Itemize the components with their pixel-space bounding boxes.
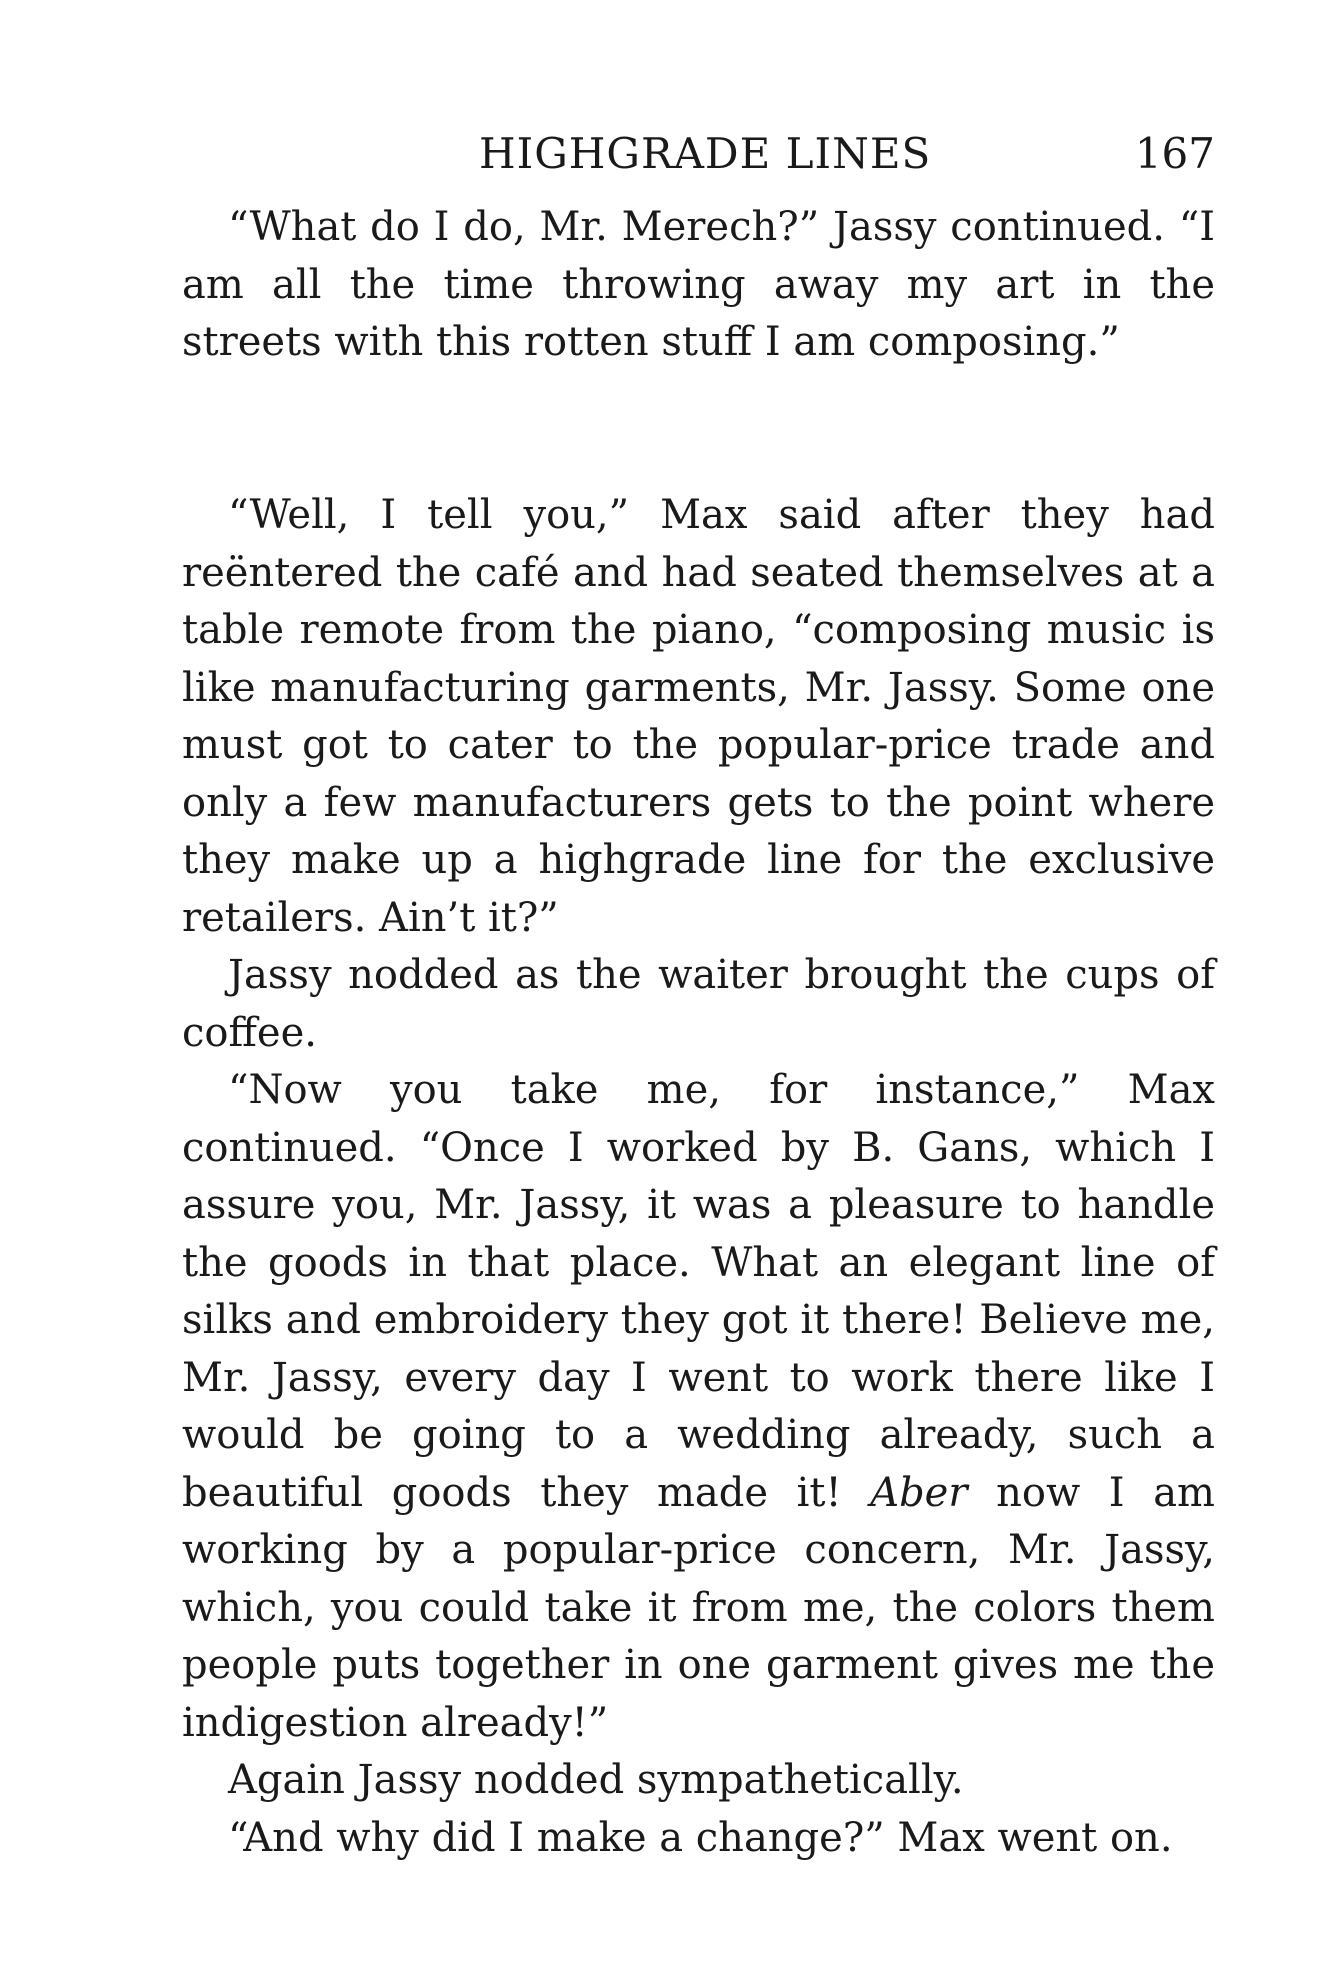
paragraph-jassy-nodded-coffee: Jassy nodded as the waiter brought the cups of coffee. — [182, 952, 1215, 1056]
paragraph-max-tell-you: “Well, I tell you,” Max said after they had reëntered the café and had seated themselves at a table remote from the piano, “composing music is like manufacturing garments, Mr. Jassy. Some one must got to cater to the popular-price trade and only a few manufacturers gets to the point where they make up a highgrade line for the exclusive retailers. Ain’t it?” — [182, 492, 1215, 941]
paragraph-max-gans-part-1: “Now you take me, for instance,” Max continued. “Once I worked by B. Gans, which I assure you, Mr. Jassy, it was a pleasure to handle the goods in that place. What an elegant line of silks and embroidery they got it there! Believe me, Mr. Jassy, every day I went to work there like I would be going to a wedding already, such a beautiful goods they made it! — [182, 1067, 1215, 1516]
paragraph-max-change: “And why did I make a change?” Max went on. — [228, 1814, 1173, 1861]
italic-word-aber: Aber — [870, 1469, 968, 1516]
running-head — [182, 124, 1215, 184]
paragraph-max-gans — [182, 1062, 1215, 1752]
page-number: 167 — [1134, 129, 1215, 178]
running-title: HIGHGRADE LINES — [479, 129, 932, 178]
text-block-upper — [182, 199, 1215, 372]
paragraph-jassy-sympathetic: Again Jassy nodded sympathetically. — [228, 1757, 964, 1803]
paragraph-max-gans-part-2: now I am working by a popular-price concern, Mr. Jassy, which, you could take it from me, the colors them people puts together in one garment gives me the indigestion already!” — [182, 1469, 1215, 1746]
text-block-lower — [182, 487, 1215, 1867]
paragraph-jassy-complaint: “What do I do, Mr. Merech?” Jassy continued. “I am all the time throwing away my art in the streets with this rotten stuff I am composing.” — [182, 204, 1215, 365]
